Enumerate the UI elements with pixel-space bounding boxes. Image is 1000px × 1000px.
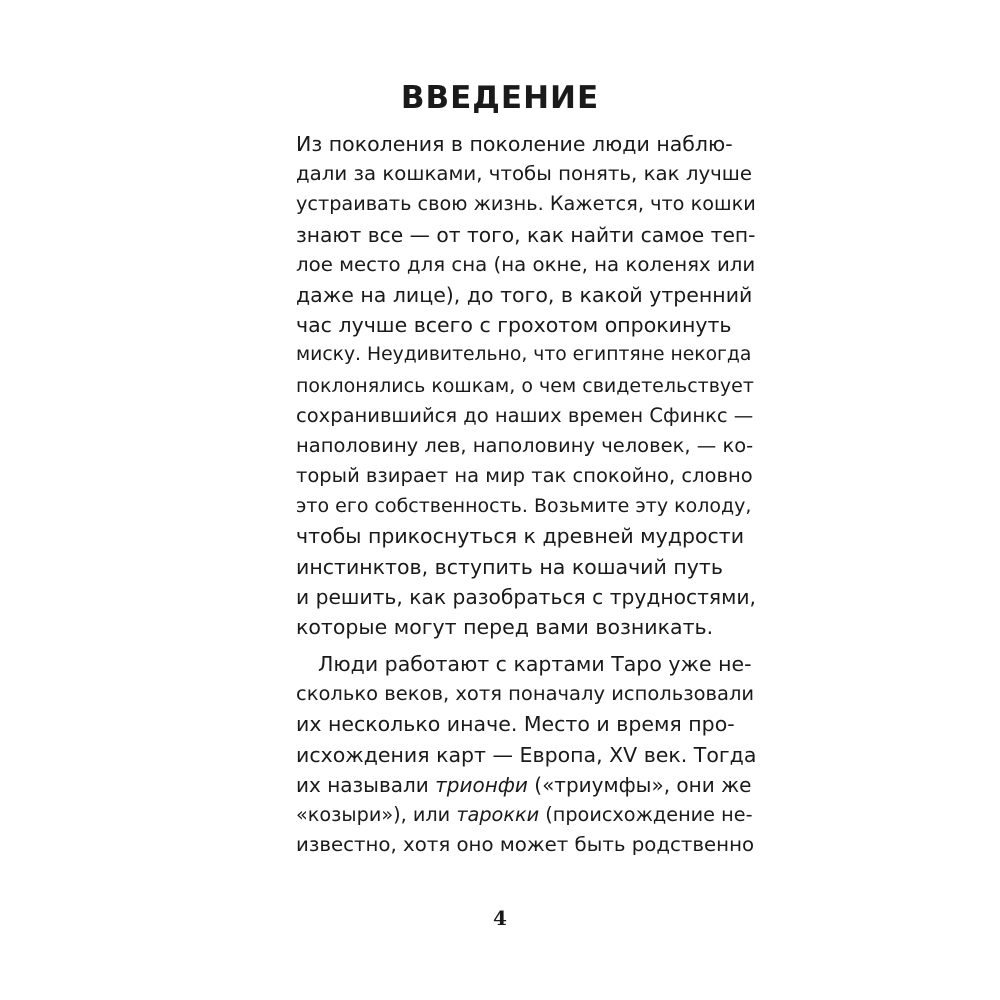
text-line: сохранившийся до наших времен Сфинкс —	[296, 403, 754, 427]
text-line: их называли трионфи («триумфы», они же	[296, 772, 752, 797]
text-line: инстинктов, вступить на кошачий путь	[296, 554, 723, 579]
text-line: Люди работают с картами Таро уже не-	[318, 652, 752, 676]
paragraph-2	[296, 649, 756, 860]
text-line: даже на лице), до того, в какой утренний	[296, 282, 753, 307]
text-line: лое место для сна (на окне, на коленях или	[296, 252, 756, 276]
paragraph-1	[296, 129, 756, 642]
text-line: которые могут перед вами возникать.	[296, 615, 714, 639]
text-line: сколько веков, хотя поначалу использовали	[296, 682, 755, 706]
text-line: их несколько иначе. Место и время про-	[296, 712, 735, 737]
text-line: дали за кошками, чтобы понять, как лучше	[296, 162, 753, 186]
italic-term-tarokki: тарокки	[456, 802, 540, 826]
italic-term-trionfi: трионфи	[435, 772, 528, 797]
text-line: это его собственность. Возьмите эту колоду,	[296, 495, 752, 518]
text-line: Из поколения в поколение люди наблю-	[296, 132, 733, 156]
text-line: наполовину лев, наполовину человек, — ко-	[296, 433, 754, 457]
text-line: миску. Неудивительно, что египтяне некогда	[296, 344, 752, 366]
page-number: 4	[493, 906, 507, 930]
text-line: и решить, как разобраться с трудностями,	[296, 584, 756, 609]
chapter-heading: ВВЕДЕНИЕ	[400, 80, 600, 116]
text-line: исхождения карт — Европа, XV век. Тогда	[296, 742, 757, 767]
text-line: «козыри»), или тарокки (происхождение не-	[296, 802, 753, 826]
text-line: устраивать свою жизнь. Кажется, что кошки	[296, 192, 756, 216]
text-line: час лучше всего с грохотом опрокинуть	[296, 313, 732, 338]
text-line: знают все — от того, как найти самое теп-	[296, 222, 756, 247]
text-line: торый взирает на мир так спокойно, словно	[296, 464, 753, 488]
text-line: чтобы прикоснуться к древней мудрости	[296, 524, 745, 549]
text-line: поклонялись кошкам, о чем свидетельствует	[296, 374, 754, 397]
text-line: известно, хотя оно может быть родственно	[296, 833, 755, 857]
